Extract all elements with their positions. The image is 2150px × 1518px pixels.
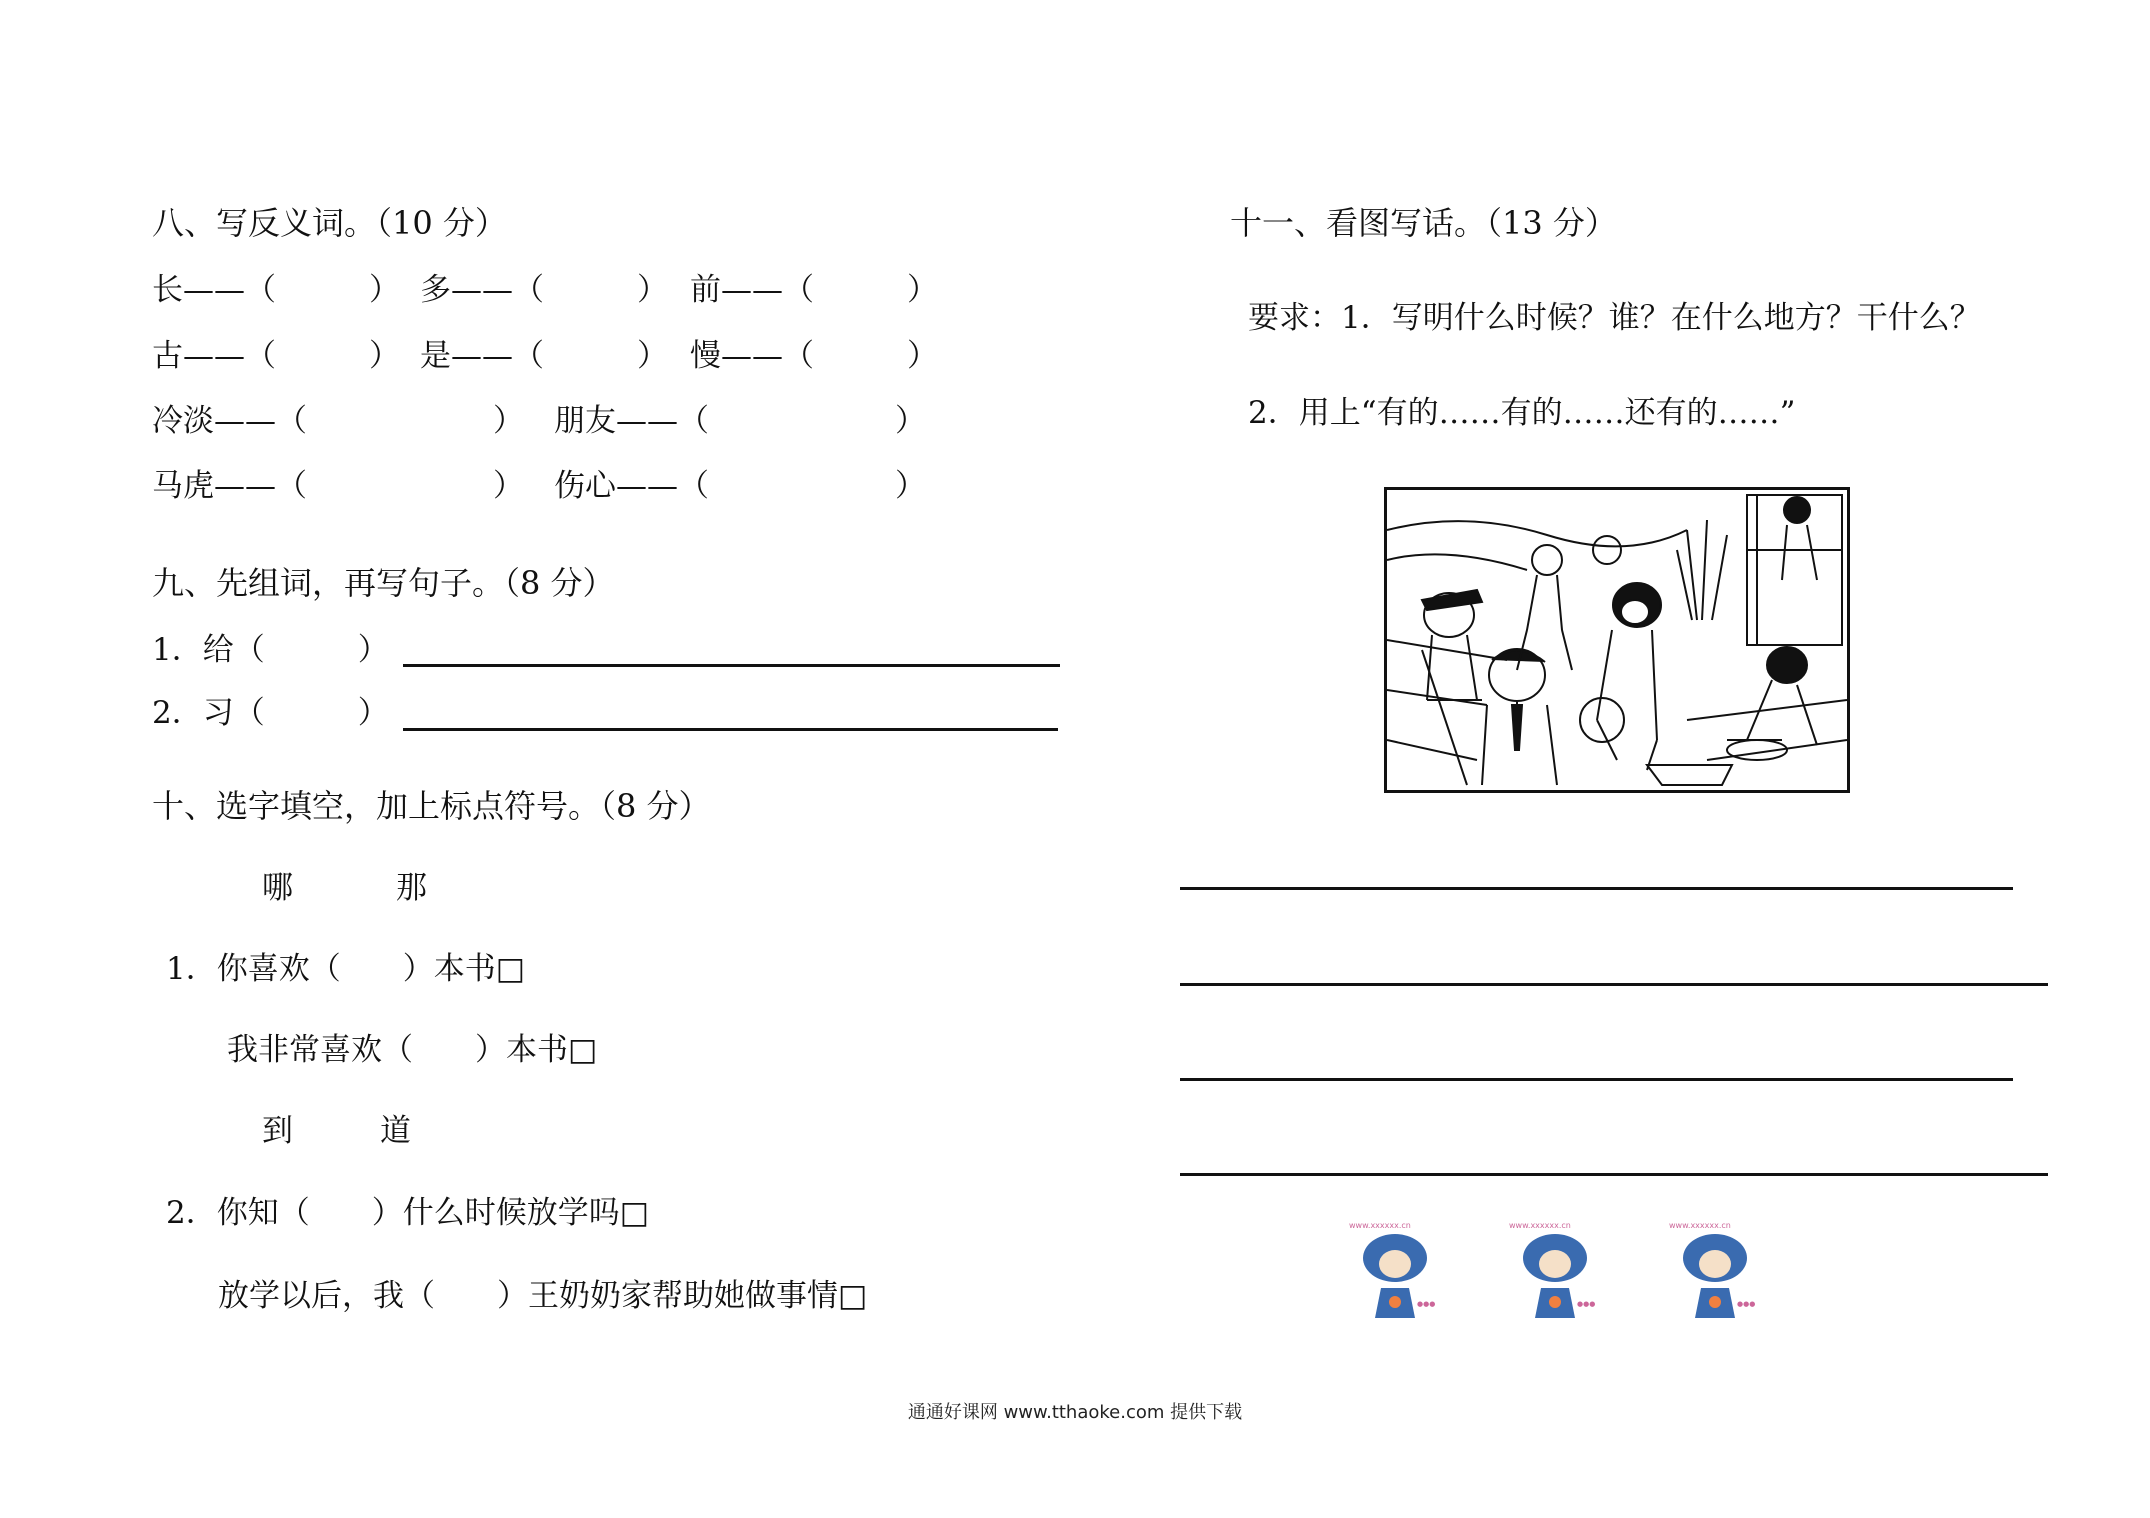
- fill-sentence: 我非常喜欢（ ）本书□: [227, 1032, 598, 1068]
- choice-char: 到: [262, 1113, 293, 1149]
- writing-line: [1180, 983, 2048, 986]
- svg-text:●●●: ●●●: [1577, 1300, 1596, 1308]
- compose-item: 2．习（ ）: [152, 695, 389, 731]
- antonym-item: 多——（ ）: [420, 272, 668, 308]
- antonym-item: 古——（ ）: [152, 338, 400, 374]
- antonym-item: 伤心——（ ）: [554, 468, 926, 504]
- fill-sentence: 2．你知（ ）什么时候放学吗□: [166, 1195, 650, 1231]
- writing-line: [1180, 887, 2013, 890]
- mascot-image: [1505, 1218, 1620, 1328]
- antonym-item: 慢——（ ）: [690, 338, 938, 374]
- antonym-item: 冷淡——（ ）: [152, 403, 524, 439]
- svg-text:●●●: ●●●: [1417, 1300, 1436, 1308]
- requirement-1: 要求：1．写明什么时候？谁？在什么地方？干什么？: [1248, 300, 1981, 336]
- choice-char: 哪: [262, 870, 293, 906]
- answer-line: [403, 664, 1060, 667]
- antonym-item: 马虎——（ ）: [152, 468, 524, 504]
- choice-char: 道: [380, 1113, 411, 1149]
- antonym-item: 前——（ ）: [690, 272, 938, 308]
- antonym-item: 是——（ ）: [420, 338, 668, 374]
- compose-item: 1．给（ ）: [152, 632, 389, 668]
- fill-sentence: 1．你喜欢（ ）本书□: [166, 951, 526, 987]
- section-8-title: 八、写反义词。（10 分）: [152, 204, 507, 242]
- mascot-image: [1345, 1218, 1460, 1328]
- scene-illustration: [1384, 487, 1850, 793]
- mascot-caption: www.xxxxxx.cn: [1669, 1221, 1731, 1230]
- answer-line: [403, 728, 1058, 731]
- mascot-image: [1665, 1218, 1780, 1328]
- mascot-caption: www.xxxxxx.cn: [1349, 1221, 1411, 1230]
- svg-text:●●●: ●●●: [1737, 1300, 1756, 1308]
- mascot-caption: www.xxxxxx.cn: [1509, 1221, 1571, 1230]
- fill-sentence: 放学以后，我（ ）王奶奶家帮助她做事情□: [218, 1278, 868, 1314]
- writing-line: [1180, 1173, 2048, 1176]
- writing-line: [1180, 1078, 2013, 1081]
- footer-credit: 通通好课网 www.tthaoke.com 提供下载: [907, 1402, 1243, 1423]
- section-9-title: 九、先组词，再写句子。（8 分）: [152, 564, 615, 602]
- section-10-title: 十、选字填空，加上标点符号。（8 分）: [152, 787, 711, 825]
- antonym-item: 长——（ ）: [152, 272, 400, 308]
- antonym-item: 朋友——（ ）: [554, 403, 926, 439]
- section-11-title: 十一、看图写话。（13 分）: [1230, 204, 1617, 242]
- requirement-2: 2．用上“有的……有的……还有的……”: [1248, 395, 1796, 431]
- choice-char: 那: [396, 870, 427, 906]
